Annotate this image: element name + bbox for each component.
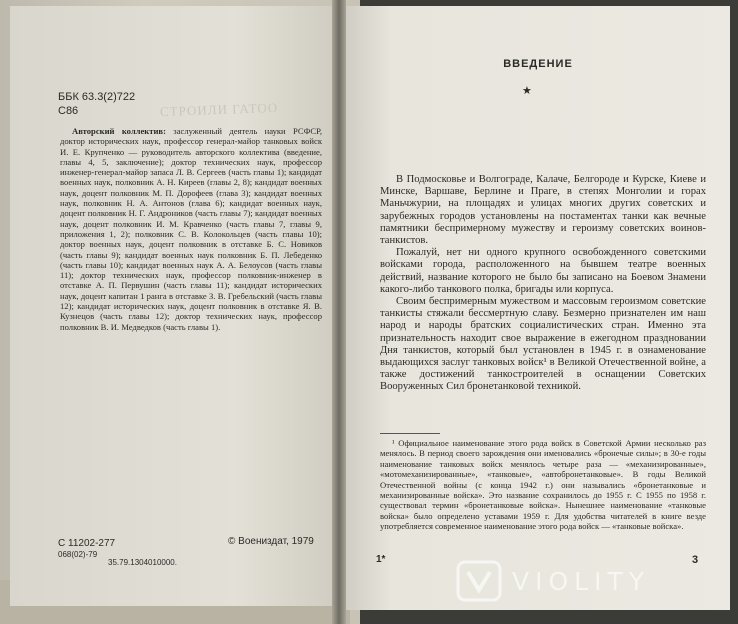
page-number: 3 (692, 554, 699, 566)
footnote-rule (380, 433, 440, 434)
paragraph: Пожалуй, нет ни одного крупного освобожденного советскими войсками города, расположенного на бывшем театре военных действий, название которого не было бы записано на Боевом Знамени какого-либо танкового полка, бригады или корпуса. (380, 247, 706, 295)
watermark-text: VIOLITY (512, 566, 650, 596)
imprint-block (58, 538, 115, 560)
footnote: ¹ Официальное наименование этого рода войск в Советской Армии несколько раз менялось. В период своего зарождения они именовались «бронечые силы»; в 30-е годы наименование танковых войск менялось четыре раза — «механизированные», «мотомеханизированные», «танковые», «автобронетанковые». В годы Великой Отечественной войны (с конца 1942 г.) они назывались «бронетанковые и механизированные войска». Это название сохранилось до 1955 г. С 1955 по 1958 г. существовал термин «бронетанковые войска». Нынешнее наименование «танковые войска» было определено уставами 1959 г. Для удобства читателей в книге везде употребляется современное наименование этого рода войск — «танковые войска». (380, 438, 706, 532)
authors-text: заслуженный деятель науки РСФСР, доктор исторических наук, профессор генерал-майор танковых войск И. Е. Крупченко — руководитель авторского коллектива (введение, главы 4, 5, заключение); доктор технических наук, профессор инженер-генерал-майор запаса Л. В. Сергеев (часть главы 1); кандидат военных наук, полковник А. Н. Киреев (главы 2, 8); кандидат военных наук, доцент полковник М. П. Дорофеев (глава 3); кандидат военных наук, полковник Н. А. Антонов (глава 6); кандидат военных наук, доцент полковник Н. Г. Андроников (часть главы 7); кандидат военных наук, доцент полковник И. М. Кравченко (часть главы 7, главы 9, приложения 1, 2); полковник С. В. Колокольцев (часть главы 10); доктор военных наук, доцент полковник в отставке Б. С. Новиков (часть главы 9); кандидат военных наук полковник Б. П. Лебеденко (часть главы 10); кандидат военных наук А. А. Белоусов (часть главы 11); доктор технических наук, профессор полковник-инженер в отставке А. П. Первушин (часть главы 11); кандидат исторических наук, доцент капитан 1 ранга в отставке З. В. Гребельский (часть главы 12); кандидат исторических наук, доцент полковник в отставке Я. В. Кузнецов (часть главы 12); доктор технических наук, профессор полковник В. И. Медведков (часть главы 1). (60, 126, 322, 332)
authors-paragraph (60, 126, 322, 332)
paragraph: Своим беспримерным мужеством и массовым героизмом советские танкисты стяжали бессмертную славу. Безмерно признателен им наш народ и народы братских социалистических стран. Именно эта признательность находит свое выражение в ежегодном праздновании Дня танкистов, который был установлен в 1945 г. в ознаменование выдающихся заслуг танковых войск¹ в Великой Отечественной войне, а также достижений танкостроителей в оснащении Советских Вооруженных Сил бронетанковой техникой. (380, 296, 706, 393)
paragraph: В Подмосковье и Волгограде, Калаче, Белгороде и Курске, Киеве и Минске, Варшаве, Берлине и Праге, в степях Монголии и горах Маньчжурии, на площадях и улицах многих других советских и зарубежных городов установлены на постаментах танки как вечные памятники беспримерному мужеству и героизму советских воинов-танкистов. (380, 174, 706, 247)
imprint-series: 35.79.1304010000. (108, 558, 177, 567)
chapter-title: ВВЕДЕНИЕ (503, 58, 573, 70)
signature-mark: 1* (376, 554, 386, 565)
watermark-logo-icon (456, 560, 502, 602)
right-page (346, 6, 730, 610)
bbk-code (58, 90, 135, 118)
body-text (380, 174, 706, 394)
bbk-sub-code: С86 (58, 105, 79, 117)
book-gutter (332, 0, 346, 624)
watermark (456, 558, 726, 604)
imprint-number: 068(02)-79 (58, 550, 98, 559)
star-ornament: ★ (522, 85, 532, 97)
imprint-code: С 11202-277 (58, 538, 116, 549)
bbk-line: ББК 63.3(2)722 (58, 91, 136, 103)
bleed-through-text: СТРОИЛИ ГАТОО (159, 99, 279, 120)
copyright: © Воениздат, 1979 (228, 536, 314, 547)
authors-label: Авторский коллектив: (72, 126, 166, 136)
left-page (10, 6, 332, 606)
